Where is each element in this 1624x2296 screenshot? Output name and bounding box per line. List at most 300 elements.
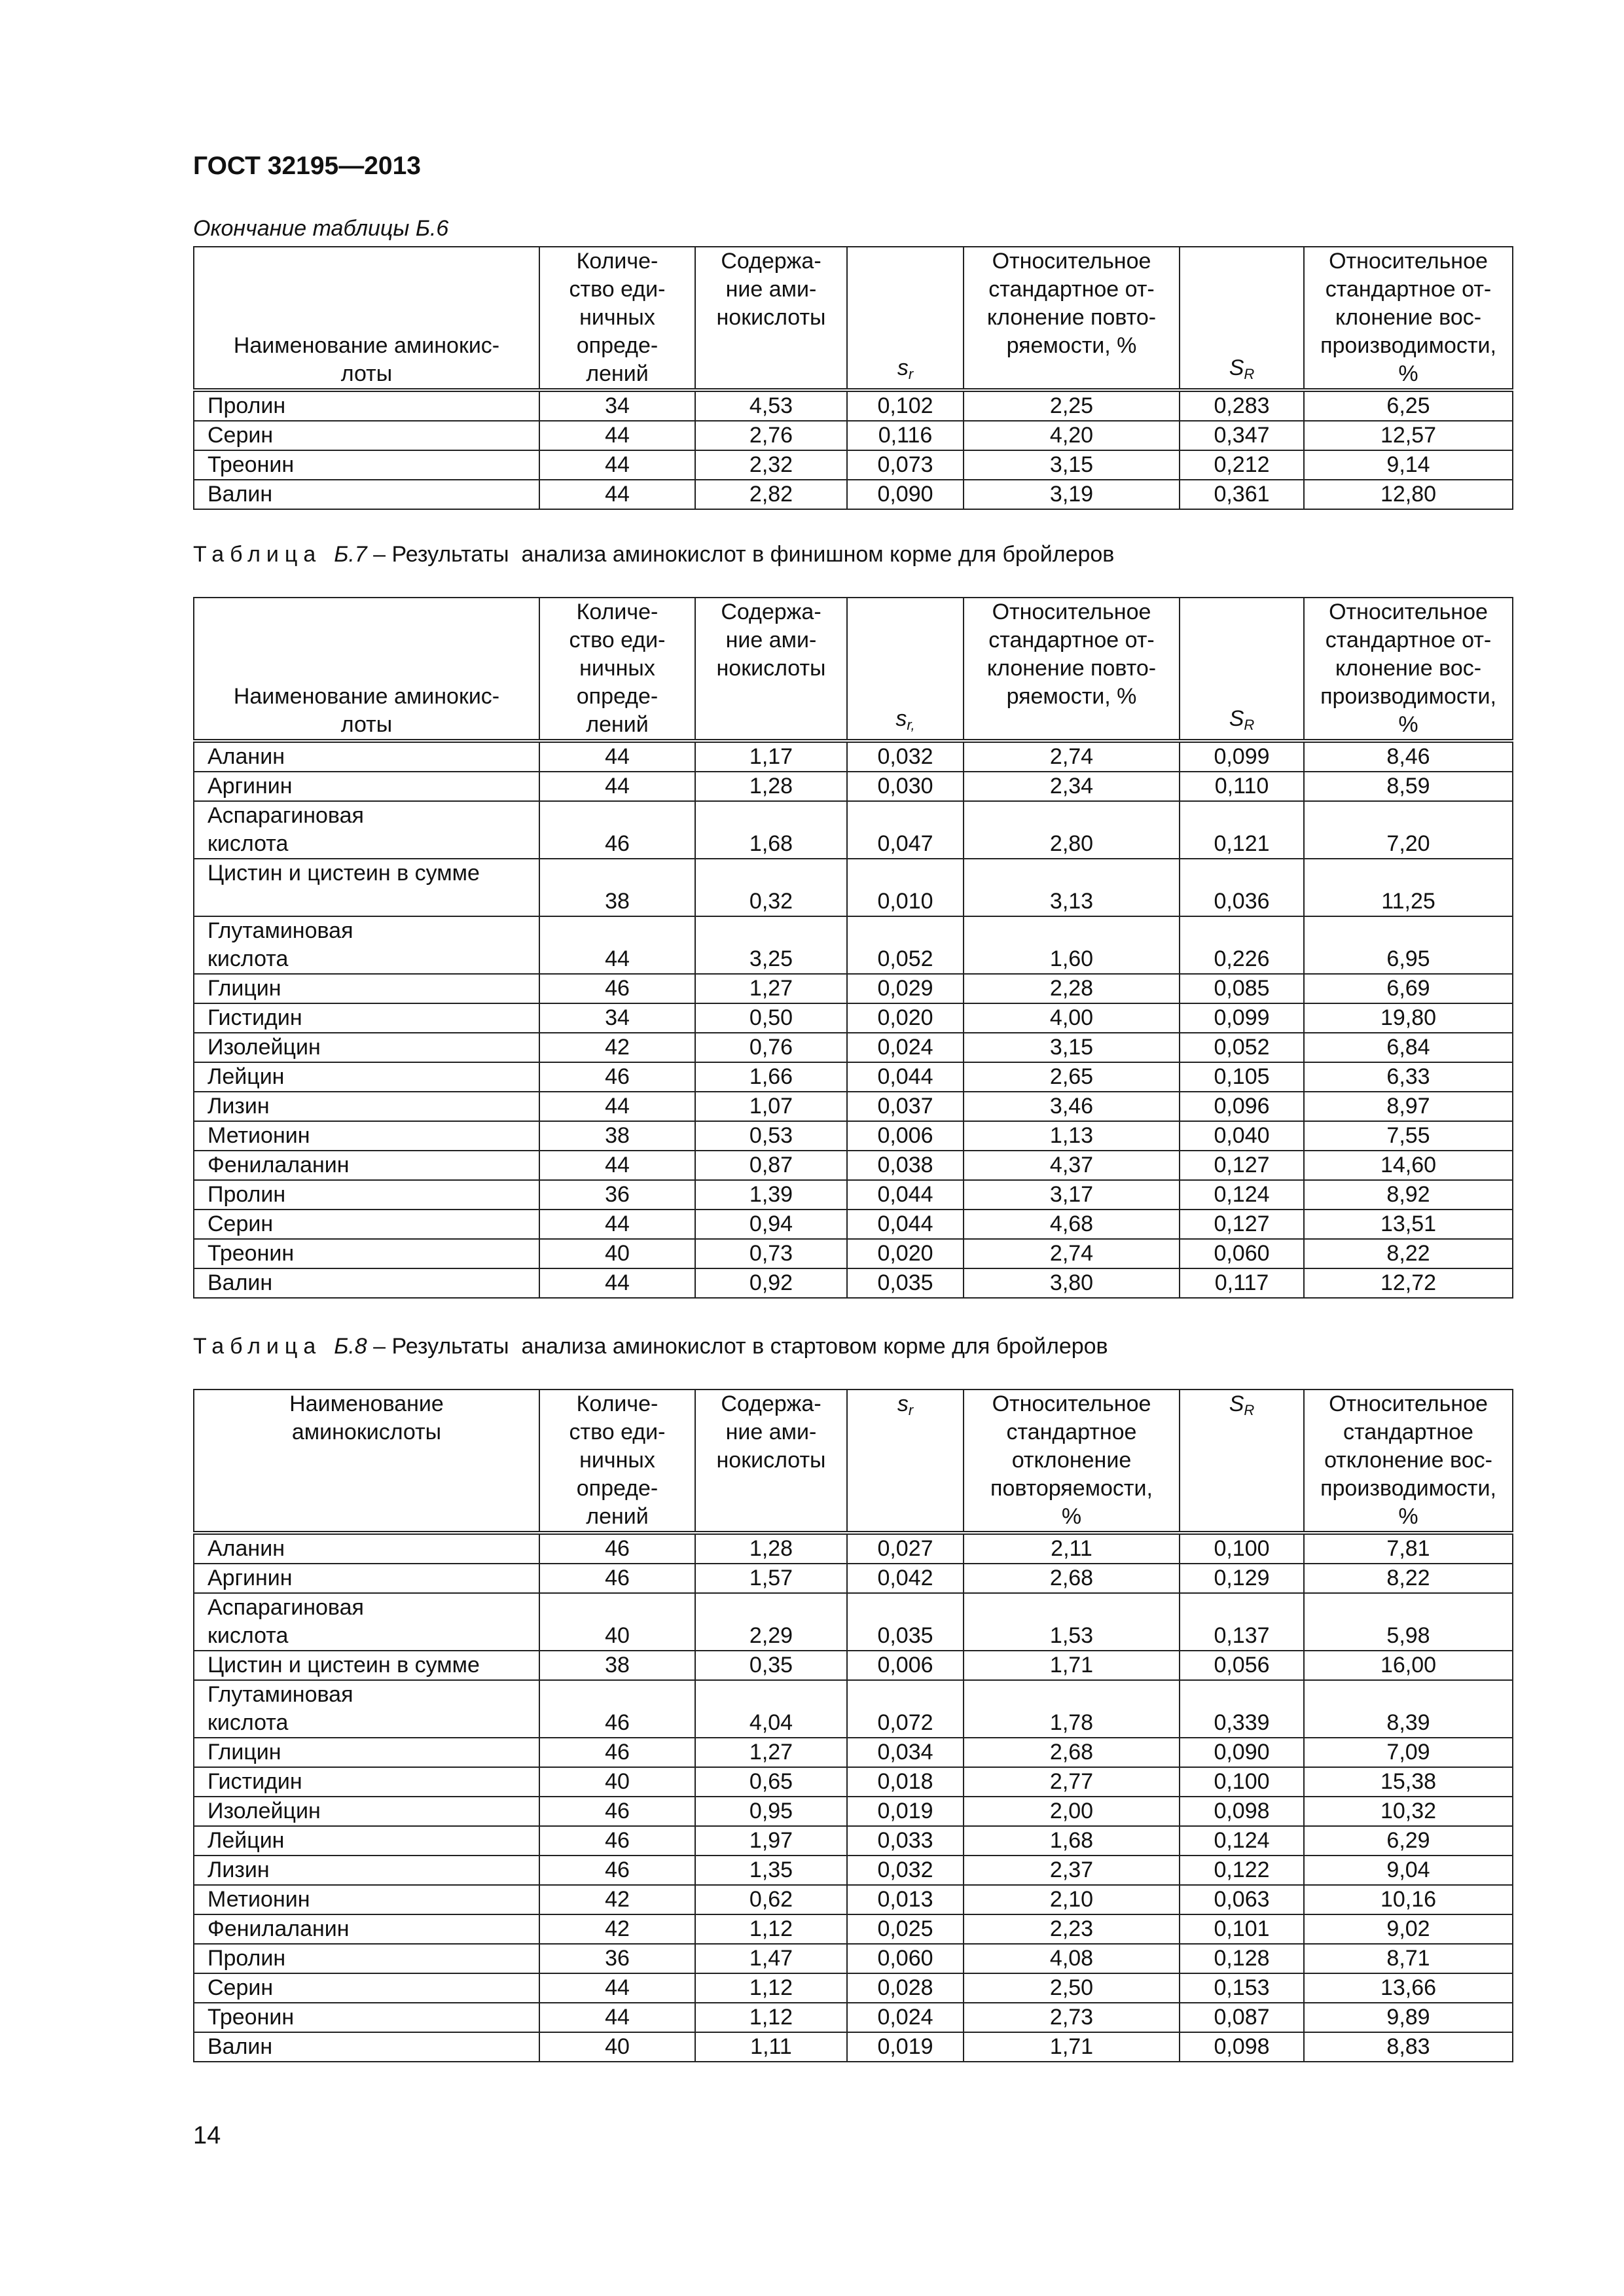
table-b7 (193, 597, 1513, 1299)
cell-count: 44 (539, 741, 695, 772)
cell-count: 44 (539, 421, 695, 450)
amino-acid-name-line: Аспарагиновая (208, 1595, 364, 1620)
cell-count: 40 (539, 1767, 695, 1797)
header-row (194, 598, 1513, 741)
cell-amino-acid (194, 916, 539, 974)
amino-acid-name-line: Валин (208, 2034, 273, 2059)
cell-sr: 0,029 (847, 974, 964, 1003)
header-repeatability-line: Относительное (992, 249, 1151, 274)
header-row (194, 1390, 1513, 1533)
cell-reproducibility: 8,46 (1304, 741, 1513, 772)
cell-amino-acid (194, 1210, 539, 1239)
header-sr-subscript: r (908, 1402, 914, 1418)
cell-reproducibility: 8,22 (1304, 1564, 1513, 1593)
header-reproducibility-line: стандартное от- (1325, 628, 1492, 653)
table-row (194, 974, 1513, 1003)
cell-amino-acid (194, 859, 539, 916)
cell-amino-acid (194, 1151, 539, 1180)
cell-amino-acid (194, 1651, 539, 1680)
cell-count: 36 (539, 1180, 695, 1210)
amino-acid-name-line: Лейцин (208, 1064, 285, 1089)
header-count (539, 247, 695, 390)
cell-sr: 0,073 (847, 450, 964, 480)
cell-amino-acid (194, 390, 539, 421)
table-row (194, 1797, 1513, 1826)
cell-content: 2,32 (695, 450, 847, 480)
table-row (194, 801, 1513, 859)
cell-sR: 0,283 (1180, 390, 1304, 421)
header-sR-subscript: R (1244, 1402, 1255, 1418)
header-sr-subscript: r (908, 366, 914, 382)
cell-repeatability: 3,46 (964, 1092, 1180, 1121)
cell-count: 44 (539, 1092, 695, 1121)
header-reproducibility (1304, 1390, 1513, 1533)
cell-count: 44 (539, 916, 695, 974)
header-repeatability (964, 247, 1180, 390)
cell-content: 0,87 (695, 1151, 847, 1180)
cell-sR: 0,121 (1180, 801, 1304, 859)
cell-sR: 0,060 (1180, 1239, 1304, 1268)
header-repeatability-line: Относительное (992, 1391, 1151, 1416)
cell-reproducibility: 9,14 (1304, 450, 1513, 480)
cell-count: 44 (539, 2003, 695, 2032)
table-b8-caption-text: – Результаты анализа аминокислот в стартовом корме для бройлеров (367, 1334, 1108, 1359)
table-b8-caption (193, 1334, 1108, 1359)
header-reproducibility-line: стандартное (1343, 1420, 1473, 1444)
cell-sR: 0,096 (1180, 1092, 1304, 1121)
cell-reproducibility: 8,59 (1304, 772, 1513, 801)
cell-amino-acid (194, 1856, 539, 1885)
cell-sr: 0,044 (847, 1062, 964, 1092)
amino-acid-name-line: Пролин (208, 1946, 286, 1971)
header-reproducibility-line: клонение вос- (1335, 656, 1482, 681)
cell-sr: 0,035 (847, 1268, 964, 1298)
amino-acid-name-line: Пролин (208, 393, 286, 418)
cell-content: 2,29 (695, 1593, 847, 1651)
cell-amino-acid (194, 1914, 539, 1944)
cell-sR: 0,099 (1180, 1003, 1304, 1033)
amino-acid-name-line: Фенилаланин (208, 1153, 350, 1177)
table-row (194, 1092, 1513, 1121)
cell-amino-acid (194, 1268, 539, 1298)
header-reproducibility-line: % (1398, 1504, 1418, 1529)
cell-content: 1,97 (695, 1826, 847, 1856)
amino-acid-name-line: Изолейцин (208, 1035, 321, 1060)
cell-amino-acid (194, 1533, 539, 1564)
cell-count: 42 (539, 1885, 695, 1914)
header-reproducibility-line: Относительное (1329, 1391, 1488, 1416)
cell-amino-acid (194, 480, 539, 509)
header-amino-acid-name (194, 598, 539, 741)
header-reproducibility-line: производимости, (1320, 333, 1496, 358)
table-row (194, 1151, 1513, 1180)
cell-sR: 0,124 (1180, 1826, 1304, 1856)
header-name-line: Наименование аминокис- (233, 684, 500, 709)
cell-sR: 0,063 (1180, 1885, 1304, 1914)
header-content-line: Содержа- (721, 1391, 821, 1416)
cell-repeatability: 4,20 (964, 421, 1180, 450)
cell-content: 1,12 (695, 2003, 847, 2032)
header-repeatability-line: ряемости, % (1006, 333, 1137, 358)
header-content-line: нокислоты (716, 1448, 826, 1473)
table-row (194, 1062, 1513, 1092)
cell-sr: 0,034 (847, 1738, 964, 1767)
cell-sr: 0,010 (847, 859, 964, 916)
amino-acid-name-line: Серин (208, 1211, 274, 1236)
table-row (194, 1767, 1513, 1797)
cell-sr: 0,052 (847, 916, 964, 974)
cell-sr: 0,035 (847, 1593, 964, 1651)
cell-repeatability: 4,08 (964, 1944, 1180, 1973)
cell-repeatability: 3,17 (964, 1180, 1180, 1210)
cell-amino-acid (194, 1885, 539, 1914)
cell-reproducibility: 15,38 (1304, 1767, 1513, 1797)
table-row (194, 1210, 1513, 1239)
amino-acid-name-line (208, 888, 533, 916)
cell-reproducibility: 13,66 (1304, 1973, 1513, 2003)
header-sR (1180, 1390, 1304, 1533)
cell-repeatability: 1,68 (964, 1826, 1180, 1856)
header-content-line: нокислоты (716, 656, 826, 681)
cell-sR: 0,040 (1180, 1121, 1304, 1151)
cell-amino-acid (194, 2003, 539, 2032)
cell-sr: 0,013 (847, 1885, 964, 1914)
cell-amino-acid (194, 801, 539, 859)
cell-count: 46 (539, 1856, 695, 1885)
cell-count: 44 (539, 772, 695, 801)
amino-acid-name-line: Фенилаланин (208, 1916, 350, 1941)
cell-sr: 0,116 (847, 421, 964, 450)
amino-acid-name-line: Метионин (208, 1123, 310, 1148)
table-row (194, 1003, 1513, 1033)
amino-acid-name-line: Цистин и цистеин в сумме (208, 861, 480, 886)
table-row (194, 1885, 1513, 1914)
header-sR (1180, 247, 1304, 390)
table-row (194, 1564, 1513, 1593)
cell-sR: 0,127 (1180, 1210, 1304, 1239)
cell-sr: 0,044 (847, 1180, 964, 1210)
header-amino-acid-name (194, 1390, 539, 1533)
cell-sR: 0,153 (1180, 1973, 1304, 2003)
cell-content: 1,57 (695, 1564, 847, 1593)
table-row (194, 1914, 1513, 1944)
cell-sr: 0,033 (847, 1826, 964, 1856)
header-reproducibility-line: % (1398, 712, 1418, 737)
amino-acid-name-line: Треонин (208, 2005, 295, 2030)
cell-count: 40 (539, 2032, 695, 2062)
cell-amino-acid (194, 772, 539, 801)
cell-repeatability: 3,15 (964, 1033, 1180, 1062)
cell-sR: 0,117 (1180, 1268, 1304, 1298)
cell-sr: 0,044 (847, 1210, 964, 1239)
header-name-line: Наименование (289, 1391, 444, 1416)
cell-repeatability: 1,60 (964, 916, 1180, 974)
header-content-line: Содержа- (721, 600, 821, 624)
cell-content: 1,27 (695, 974, 847, 1003)
cell-repeatability: 2,68 (964, 1738, 1180, 1767)
cell-content: 1,35 (695, 1856, 847, 1885)
table-row (194, 1826, 1513, 1856)
cell-sR: 0,339 (1180, 1680, 1304, 1738)
amino-acid-name-line: Гистидин (208, 1769, 302, 1794)
table-row (194, 772, 1513, 801)
cell-amino-acid (194, 1121, 539, 1151)
cell-reproducibility: 8,97 (1304, 1092, 1513, 1121)
header-reproducibility-line: производимости, (1320, 1476, 1496, 1501)
cell-sR: 0,110 (1180, 772, 1304, 801)
table-row (194, 1268, 1513, 1298)
cell-sR: 0,098 (1180, 2032, 1304, 2062)
amino-acid-name-line: Валин (208, 482, 273, 507)
cell-repeatability: 3,13 (964, 859, 1180, 916)
cell-reproducibility: 19,80 (1304, 1003, 1513, 1033)
table-row (194, 1121, 1513, 1151)
cell-reproducibility: 12,72 (1304, 1268, 1513, 1298)
cell-amino-acid (194, 1062, 539, 1092)
cell-sR: 0,099 (1180, 741, 1304, 772)
cell-sr: 0,038 (847, 1151, 964, 1180)
cell-content: 2,76 (695, 421, 847, 450)
cell-sr: 0,020 (847, 1003, 964, 1033)
table-b6-caption: Окончание таблицы Б.6 (193, 216, 449, 241)
header-repeatability-line: клонение повто- (986, 656, 1157, 681)
cell-sr: 0,102 (847, 390, 964, 421)
cell-content: 1,39 (695, 1180, 847, 1210)
cell-sr: 0,024 (847, 1033, 964, 1062)
cell-reproducibility: 8,71 (1304, 1944, 1513, 1973)
cell-reproducibility: 12,80 (1304, 480, 1513, 509)
header-count-line: ничных (579, 305, 655, 330)
cell-repeatability: 3,15 (964, 450, 1180, 480)
cell-sr: 0,006 (847, 1651, 964, 1680)
cell-sr: 0,090 (847, 480, 964, 509)
header-content-line: ние ами- (725, 277, 817, 302)
cell-count: 44 (539, 1973, 695, 2003)
cell-repeatability: 2,25 (964, 390, 1180, 421)
amino-acid-name-line: Лизин (208, 1857, 270, 1882)
header-count (539, 598, 695, 741)
cell-amino-acid (194, 1944, 539, 1973)
header-content-line: ние ами- (725, 1420, 817, 1444)
header-count-line: ничных (579, 656, 655, 681)
cell-content: 0,76 (695, 1033, 847, 1062)
cell-sr: 0,027 (847, 1533, 964, 1564)
header-reproducibility-line: клонение вос- (1335, 305, 1482, 330)
cell-sr: 0,028 (847, 1973, 964, 2003)
cell-count: 34 (539, 1003, 695, 1033)
cell-reproducibility: 6,29 (1304, 1826, 1513, 1856)
cell-amino-acid (194, 1680, 539, 1738)
header-amino-acid-name (194, 247, 539, 390)
cell-sR: 0,101 (1180, 1914, 1304, 1944)
amino-acid-name-line: Глутаминовая (208, 918, 353, 943)
header-reproducibility-line: Относительное (1329, 600, 1488, 624)
cell-count: 36 (539, 1944, 695, 1973)
header-reproducibility-line: стандартное от- (1325, 277, 1492, 302)
cell-sr: 0,037 (847, 1092, 964, 1121)
table-row (194, 1944, 1513, 1973)
cell-sr: 0,032 (847, 741, 964, 772)
cell-amino-acid (194, 1003, 539, 1033)
cell-sR: 0,127 (1180, 1151, 1304, 1180)
cell-amino-acid (194, 1092, 539, 1121)
cell-count: 44 (539, 1151, 695, 1180)
header-name-line: аминокислоты (291, 1420, 442, 1444)
cell-content: 0,62 (695, 1885, 847, 1914)
cell-sR: 0,105 (1180, 1062, 1304, 1092)
cell-sr: 0,032 (847, 1856, 964, 1885)
amino-acid-name-line: кислота (208, 1623, 289, 1648)
header-count-line: лений (586, 1504, 649, 1529)
cell-reproducibility: 6,84 (1304, 1033, 1513, 1062)
cell-reproducibility: 11,25 (1304, 859, 1513, 916)
cell-sR: 0,122 (1180, 1856, 1304, 1885)
cell-content: 0,94 (695, 1210, 847, 1239)
cell-count: 46 (539, 1738, 695, 1767)
cell-reproducibility: 5,98 (1304, 1593, 1513, 1651)
cell-content: 0,50 (695, 1003, 847, 1033)
header-sR-subscript: R (1244, 366, 1255, 382)
header-sr (847, 598, 964, 741)
header-name-line: лоты (340, 361, 393, 386)
cell-repeatability: 2,10 (964, 1885, 1180, 1914)
header-count-line: лений (586, 361, 649, 386)
cell-count: 46 (539, 1797, 695, 1826)
amino-acid-name-line: Серин (208, 423, 274, 448)
cell-sR: 0,056 (1180, 1651, 1304, 1680)
cell-reproducibility: 8,83 (1304, 2032, 1513, 2062)
cell-repeatability: 1,71 (964, 1651, 1180, 1680)
table-row (194, 390, 1513, 421)
cell-repeatability: 2,23 (964, 1914, 1180, 1944)
cell-count: 40 (539, 1239, 695, 1268)
amino-acid-name-line: Пролин (208, 1182, 286, 1207)
cell-repeatability: 2,28 (964, 974, 1180, 1003)
amino-acid-name-line: Цистин и цистеин в сумме (208, 1653, 480, 1677)
cell-content: 3,25 (695, 916, 847, 974)
cell-content: 1,17 (695, 741, 847, 772)
header-content (695, 598, 847, 741)
cell-repeatability: 2,00 (964, 1797, 1180, 1826)
header-sR-subscript: R (1244, 717, 1255, 733)
amino-acid-name-line: Треонин (208, 452, 295, 477)
cell-content: 1,28 (695, 772, 847, 801)
cell-repeatability: 2,74 (964, 741, 1180, 772)
header-content (695, 1390, 847, 1533)
cell-sr: 0,072 (847, 1680, 964, 1738)
header-reproducibility-line: производимости, (1320, 684, 1496, 709)
header-reproducibility-line: отклонение вос- (1324, 1448, 1492, 1473)
table-row (194, 421, 1513, 450)
cell-sR: 0,087 (1180, 2003, 1304, 2032)
cell-sR: 0,226 (1180, 916, 1304, 974)
header-count-line: опреде- (576, 333, 659, 358)
header-sr-symbol: s (897, 355, 909, 380)
cell-reproducibility: 9,04 (1304, 1856, 1513, 1885)
table-row (194, 1180, 1513, 1210)
cell-reproducibility: 7,09 (1304, 1738, 1513, 1767)
cell-amino-acid (194, 1797, 539, 1826)
header-repeatability-line: ряемости, % (1006, 684, 1137, 709)
table-row (194, 1033, 1513, 1062)
cell-content: 1,28 (695, 1533, 847, 1564)
header-content-line: нокислоты (716, 305, 826, 330)
cell-sR: 0,052 (1180, 1033, 1304, 1062)
cell-count: 46 (539, 1062, 695, 1092)
header-sR-symbol: S (1229, 706, 1244, 731)
header-count-line: ничных (579, 1448, 655, 1473)
cell-count: 34 (539, 390, 695, 421)
cell-repeatability: 2,37 (964, 1856, 1180, 1885)
cell-amino-acid (194, 1564, 539, 1593)
table-b7-caption-ref: Б.7 (334, 542, 367, 567)
cell-count: 46 (539, 1680, 695, 1738)
table-b7-caption-word: Таблица (193, 542, 322, 567)
header-repeatability-line: стандартное от- (988, 628, 1155, 653)
amino-acid-name-line: Аргинин (208, 1566, 293, 1590)
header-repeatability-line: отклонение (1011, 1448, 1132, 1473)
cell-repeatability: 2,68 (964, 1564, 1180, 1593)
cell-count: 38 (539, 859, 695, 916)
header-sr-subscript: r, (907, 717, 915, 733)
cell-content: 1,11 (695, 2032, 847, 2062)
amino-acid-name-line: Аланин (208, 1536, 285, 1561)
header-count-line: Количе- (576, 249, 659, 274)
table-row (194, 1680, 1513, 1738)
cell-count: 46 (539, 1826, 695, 1856)
table-row (194, 1856, 1513, 1885)
header-repeatability-line: стандартное от- (988, 277, 1155, 302)
amino-acid-name-line: Валин (208, 1270, 273, 1295)
cell-reproducibility: 10,32 (1304, 1797, 1513, 1826)
cell-sR: 0,128 (1180, 1944, 1304, 1973)
table-b6 (193, 246, 1513, 510)
amino-acid-name-line: Серин (208, 1975, 274, 2000)
cell-repeatability: 2,11 (964, 1533, 1180, 1564)
table-b8 (193, 1389, 1513, 2062)
header-content-line: Содержа- (721, 249, 821, 274)
header-repeatability-line: % (1061, 1504, 1082, 1529)
header-sr (847, 1390, 964, 1533)
cell-amino-acid (194, 2032, 539, 2062)
cell-count: 46 (539, 801, 695, 859)
amino-acid-name-line: Изолейцин (208, 1799, 321, 1823)
header-reproducibility (1304, 598, 1513, 741)
header-count-line: опреде- (576, 1476, 659, 1501)
header-reproducibility-line: % (1398, 361, 1418, 386)
cell-sR: 0,085 (1180, 974, 1304, 1003)
table-row (194, 1239, 1513, 1268)
cell-sR: 0,347 (1180, 421, 1304, 450)
cell-repeatability: 4,00 (964, 1003, 1180, 1033)
header-count-line: ство еди- (569, 277, 666, 302)
cell-sr: 0,024 (847, 2003, 964, 2032)
table-b8-caption-word: Таблица (193, 1334, 322, 1359)
cell-content: 4,53 (695, 390, 847, 421)
header-name-line: Наименование аминокис- (233, 333, 500, 358)
header-repeatability (964, 598, 1180, 741)
cell-repeatability: 2,65 (964, 1062, 1180, 1092)
amino-acid-name-line: Аспарагиновая (208, 803, 364, 828)
cell-reproducibility: 10,16 (1304, 1885, 1513, 1914)
cell-repeatability: 1,53 (964, 1593, 1180, 1651)
cell-reproducibility: 9,02 (1304, 1914, 1513, 1944)
cell-count: 44 (539, 450, 695, 480)
cell-repeatability: 1,13 (964, 1121, 1180, 1151)
amino-acid-name-line: Глицин (208, 976, 281, 1001)
cell-sR: 0,361 (1180, 480, 1304, 509)
header-sR (1180, 598, 1304, 741)
